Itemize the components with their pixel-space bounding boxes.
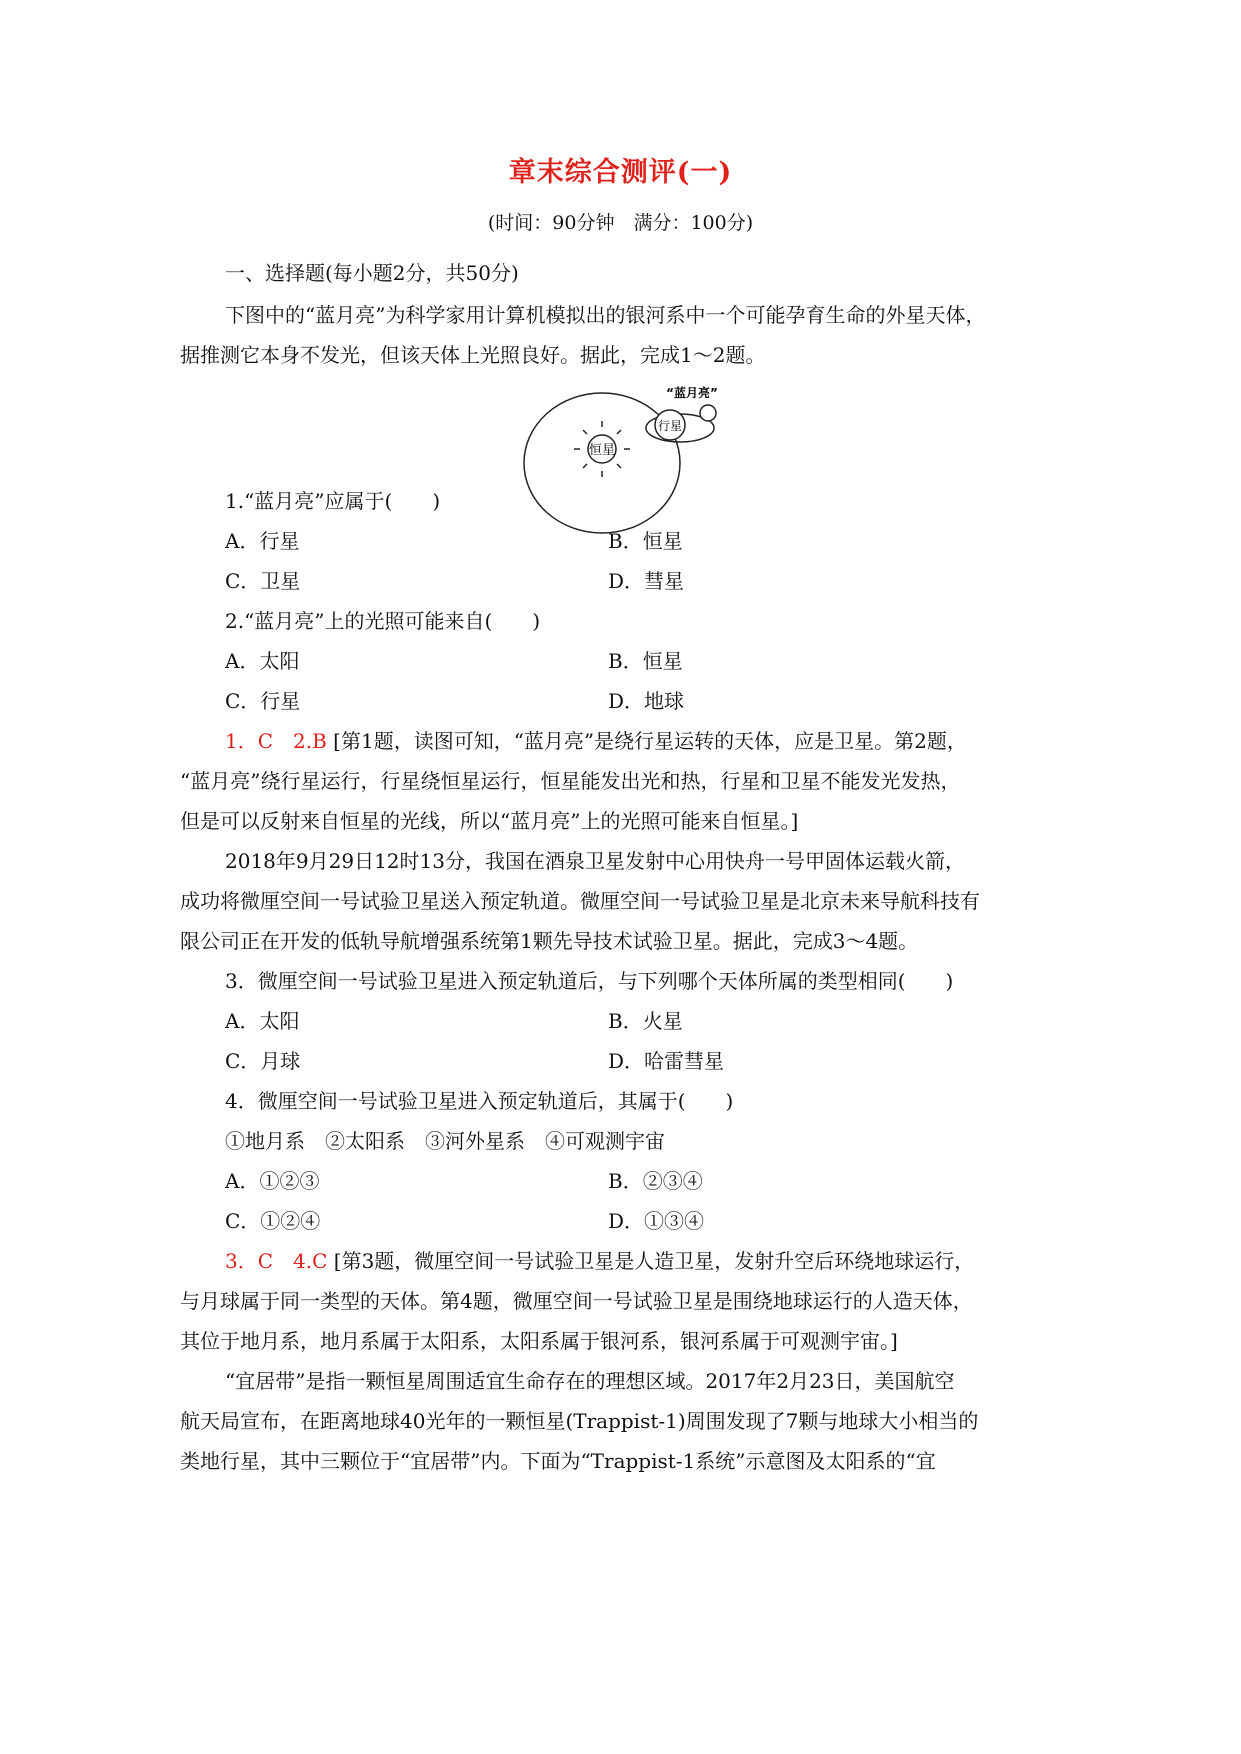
passage3-line2: 航天局宣布，在距离地球40光年的一颗恒星(Trappist-1)周围发现了7颗与地球大小相当的 bbox=[180, 1409, 979, 1433]
q2-option-a: A．太阳 bbox=[225, 649, 300, 673]
answer-3-4-key: 3．C 4.C bbox=[225, 1249, 328, 1273]
q4-option-b: B．②③④ bbox=[608, 1169, 703, 1193]
exam-info: (时间：90分钟 满分：100分) bbox=[487, 212, 754, 234]
answer-1-2-line1 bbox=[225, 726, 1125, 756]
q1-option-c: C．卫星 bbox=[225, 569, 301, 593]
blue-moon-label: “蓝月亮” bbox=[666, 386, 718, 400]
q1-option-b: B．恒星 bbox=[608, 529, 683, 553]
answer-1-2-line3: 但是可以反射来自恒星的光线，所以“蓝月亮”上的光照可能来自恒星。] bbox=[180, 809, 799, 833]
q3-option-c: C．月球 bbox=[225, 1049, 301, 1073]
answer-1-2-key: 1．C 2.B bbox=[225, 729, 327, 753]
q4-items: ①地月系 ②太阳系 ③河外星系 ④可观测宇宙 bbox=[225, 1129, 665, 1153]
q2-option-d: D．地球 bbox=[608, 689, 685, 713]
q3-option-d: D．哈雷彗星 bbox=[608, 1049, 725, 1073]
q4-option-d: D．①③④ bbox=[608, 1209, 705, 1233]
star-icon bbox=[574, 421, 630, 477]
answer-3-4-line3: 其位于地月系，地月系属于太阳系，太阳系属于银河系，银河系属于可观测宇宙。] bbox=[180, 1329, 898, 1353]
blue-moon-icon bbox=[700, 405, 716, 421]
planet-label: 行星 bbox=[657, 419, 683, 433]
section-heading: 一、选择题(每小题2分，共50分) bbox=[225, 261, 519, 285]
q1-option-d: D．彗星 bbox=[608, 569, 685, 593]
passage1-line1: 下图中的“蓝月亮”为科学家用计算机模拟出的银河系中一个可能孕育生命的外星天体， bbox=[225, 303, 986, 327]
passage2-line1: 2018年9月29日12时13分，我国在酒泉卫星发射中心用快舟一号甲固体运载火箭， bbox=[225, 849, 965, 873]
q2-stem: 2.“蓝月亮”上的光照可能来自( ) bbox=[225, 609, 541, 633]
q1-option-a: A．行星 bbox=[225, 529, 300, 553]
passage2-line2: 成功将微厘空间一号试验卫星送入预定轨道。微厘空间一号试验卫星是北京未来导航科技有 bbox=[180, 889, 980, 913]
answer-3-4-line1 bbox=[225, 1246, 1125, 1276]
star-label: 恒星 bbox=[588, 443, 616, 458]
passage3-line1: “宜居带”是指一颗恒星周围适宜生命存在的理想区域。2017年2月23日，美国航空 bbox=[225, 1369, 955, 1393]
q3-option-b: B．火星 bbox=[608, 1009, 683, 1033]
q1-stem: 1.“蓝月亮”应属于( ) bbox=[225, 489, 441, 513]
passage3-line3: 类地行星，其中三颗位于“宜居带”内。下面为“Trappist-1系统”示意图及太阳系的“宜 bbox=[180, 1449, 936, 1473]
passage2-line3: 限公司正在开发的低轨导航增强系统第1颗先导技术试验卫星。据此，完成3～4题。 bbox=[180, 929, 919, 953]
q3-stem: 3．微厘空间一号试验卫星进入预定轨道后，与下列哪个天体所属的类型相同( ) bbox=[225, 969, 954, 993]
q4-option-a: A．①②③ bbox=[225, 1169, 320, 1193]
q3-option-a: A．太阳 bbox=[225, 1009, 300, 1033]
q2-option-c: C．行星 bbox=[225, 689, 301, 713]
answer-3-4-line2: 与月球属于同一类型的天体。第4题，微厘空间一号试验卫星是围绕地球运行的人造天体， bbox=[180, 1289, 973, 1313]
passage1-line2: 据推测它本身不发光，但该天体上光照良好。据此，完成1～2题。 bbox=[180, 343, 766, 367]
page-title: 章末综合测评(一) bbox=[508, 157, 733, 188]
answer-3-4-explanation: [第3题，微厘空间一号试验卫星是人造卫星，发射升空后环绕地球运行， bbox=[333, 1249, 975, 1273]
answer-1-2-line2: “蓝月亮”绕行星运行，行星绕恒星运行，恒星能发出光和热，行星和卫星不能发光发热， bbox=[180, 769, 961, 793]
q4-stem: 4．微厘空间一号试验卫星进入预定轨道后，其属于( ) bbox=[225, 1089, 734, 1113]
q2-option-b: B．恒星 bbox=[608, 649, 683, 673]
q4-option-c: C．①②④ bbox=[225, 1209, 321, 1233]
answer-1-2-explanation: [第1题，读图可知，“蓝月亮”是绕行星运转的天体，应是卫星。第2题， bbox=[333, 729, 967, 753]
